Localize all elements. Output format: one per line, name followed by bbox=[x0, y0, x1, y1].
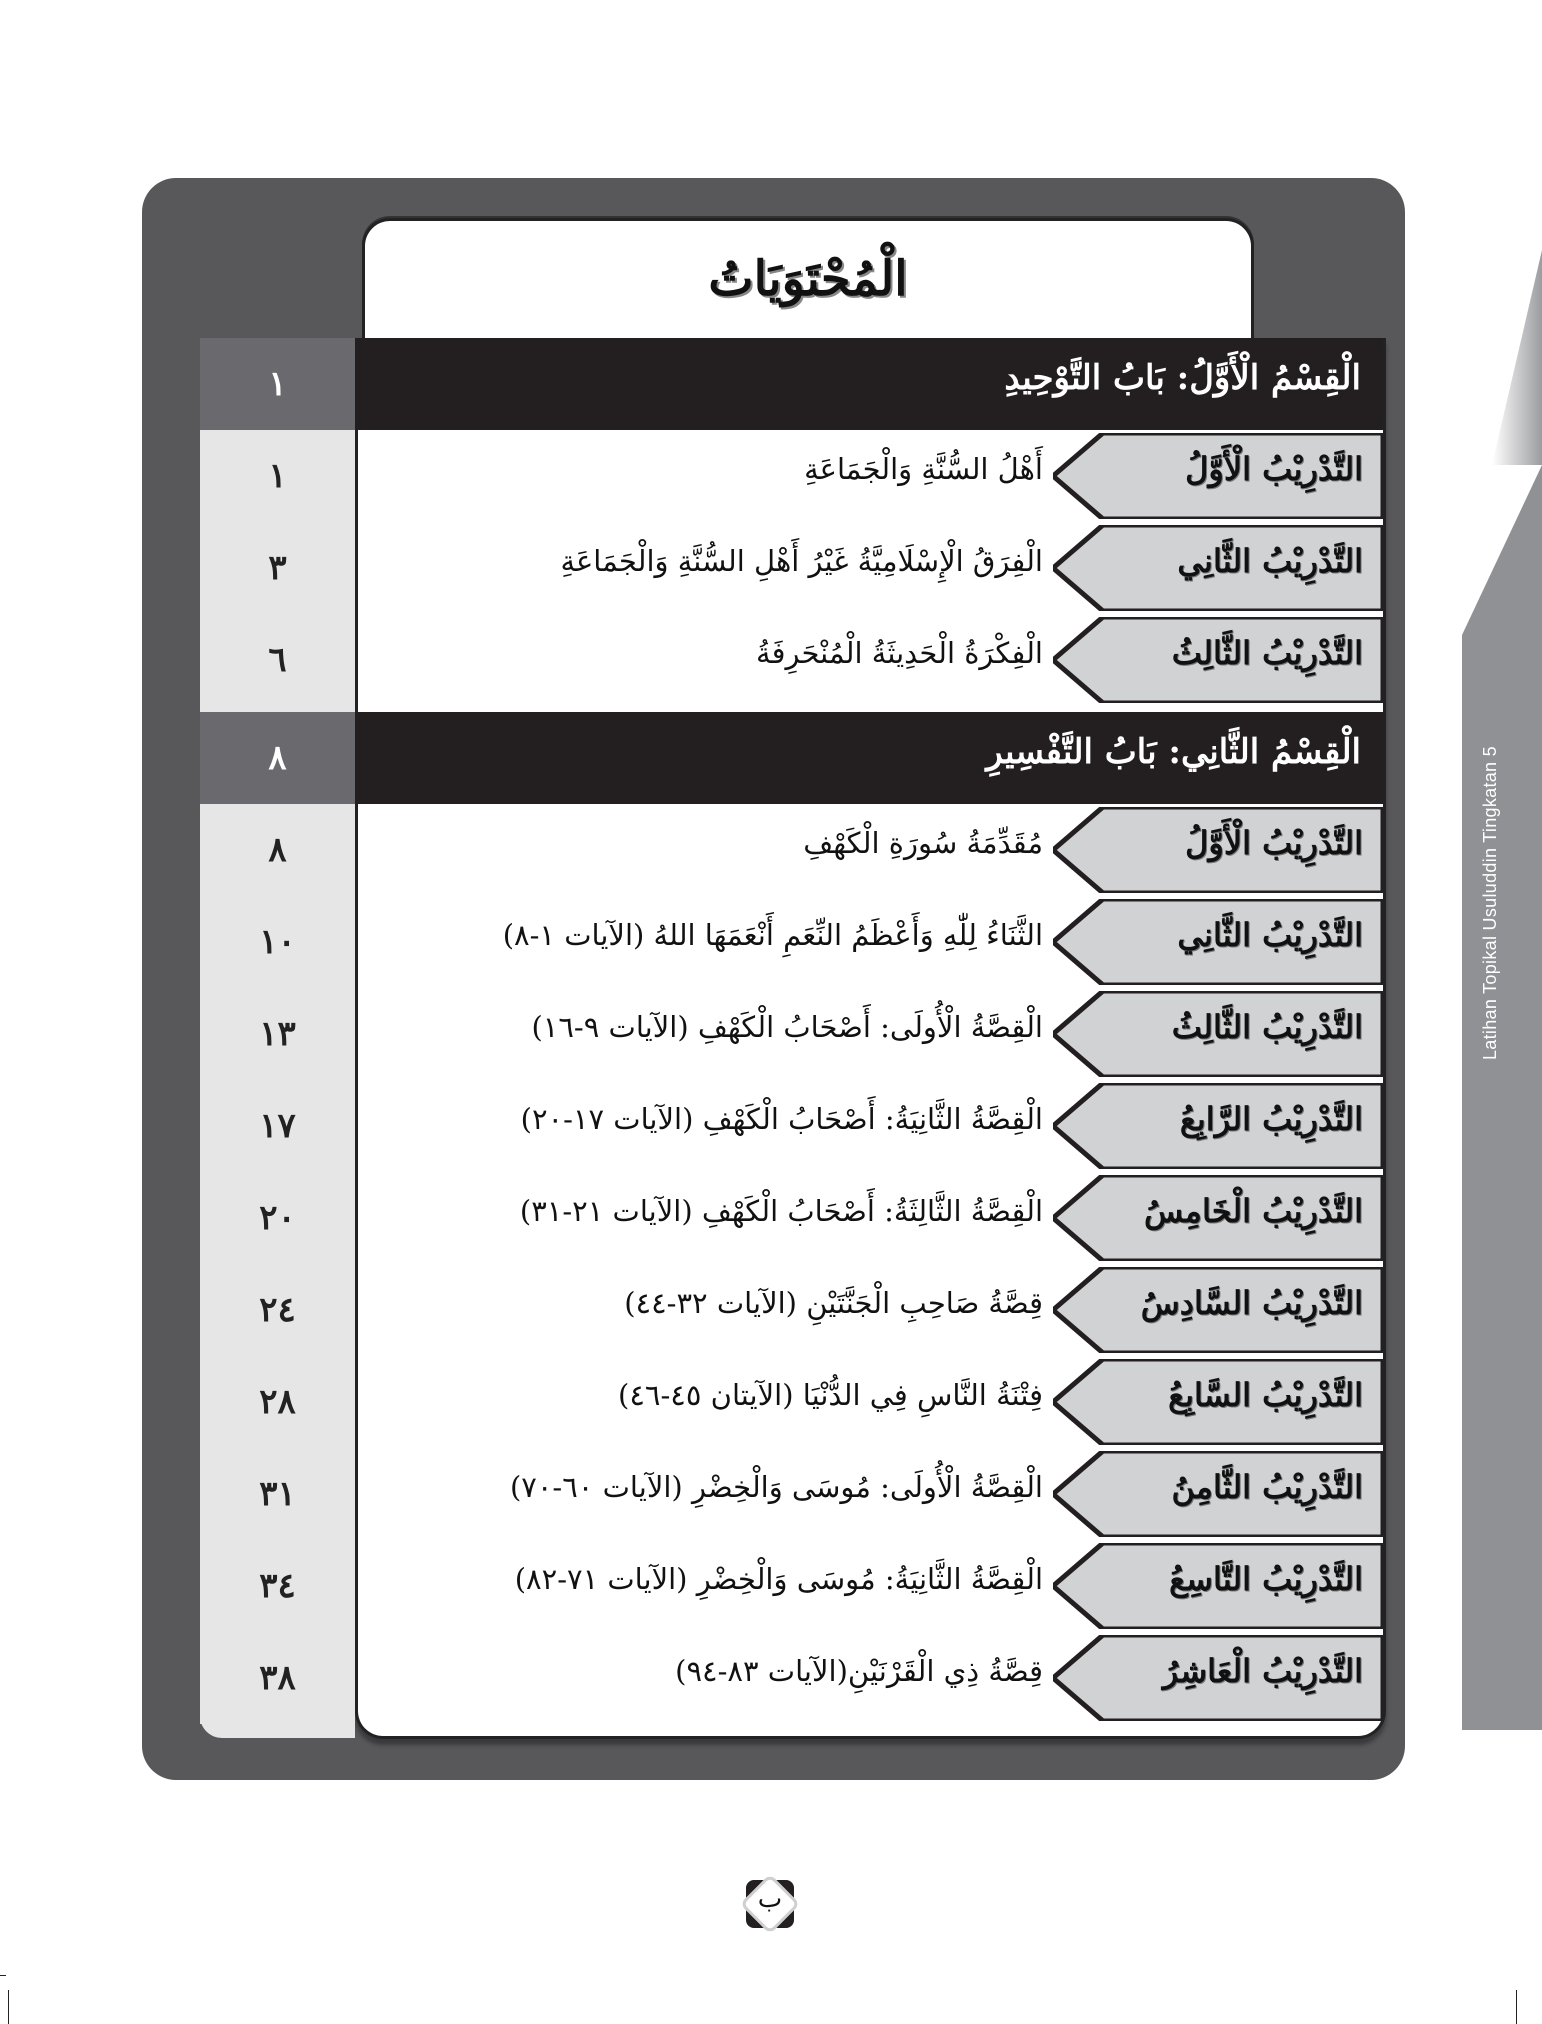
page-title: الْمُحْتَوَيَاتُ bbox=[708, 251, 908, 307]
exercise-tag bbox=[1053, 1543, 1383, 1629]
entry-page-number: ٣٤ bbox=[200, 1540, 355, 1632]
entry-page-number: ٣ bbox=[200, 522, 355, 614]
toc-entry[interactable] bbox=[355, 804, 1383, 896]
entry-page-number: ٣٨ bbox=[200, 1632, 355, 1724]
entry-page-number: ١٣ bbox=[200, 988, 355, 1080]
section-page-number: ٨ bbox=[200, 712, 355, 804]
exercise-label: التَّدْرِيْبُ التَّاسِعُ bbox=[1169, 1560, 1363, 1598]
exercise-tag bbox=[1053, 1083, 1383, 1169]
entry-title: أَهْلُ السُّنَّةِ وَالْجَمَاعَةِ bbox=[804, 452, 1043, 486]
section-header[interactable] bbox=[355, 712, 1383, 804]
exercise-tag bbox=[1053, 1175, 1383, 1261]
exercise-tag bbox=[1053, 433, 1383, 519]
exercise-tag bbox=[1053, 1451, 1383, 1537]
section-page-number: ١ bbox=[200, 338, 355, 430]
exercise-label: التَّدْرِيْبُ الثَّامِنُ bbox=[1171, 1468, 1363, 1506]
toc-entry[interactable] bbox=[355, 1172, 1383, 1264]
exercise-label: التَّدْرِيْبُ الْأَوَّلُ bbox=[1185, 824, 1363, 862]
entry-title: الْقِصَّةُ الثَّانِيَةُ: أَصْحَابُ الْكَهْفِ (الآيات ١٧-٢٠) bbox=[520, 1102, 1043, 1136]
section-title: الْقِسْمُ الْأَوَّلُ: بَابُ التَّوْحِيدِ bbox=[1004, 358, 1361, 398]
toc-entry[interactable] bbox=[355, 1632, 1383, 1724]
entry-title: فِتْنَةُ النَّاسِ فِي الدُّنْيَا (الآيتان ٤٥-٤٦) bbox=[617, 1378, 1043, 1412]
entry-title: قِصَّةُ صَاحِبِ الْجَنَّتَيْنِ (الآيات ٣٢-٤٤) bbox=[624, 1286, 1043, 1320]
exercise-tag bbox=[1053, 991, 1383, 1077]
entry-title: مُقَدِّمَةُ سُورَةِ الْكَهْفِ bbox=[803, 826, 1043, 860]
toc-entry[interactable] bbox=[355, 430, 1383, 522]
exercise-label: التَّدْرِيْبُ الثَّانِي bbox=[1177, 916, 1363, 954]
entry-page-number: ٢٨ bbox=[200, 1356, 355, 1448]
exercise-tag bbox=[1053, 1359, 1383, 1445]
entry-title: الثَّنَاءُ لِلّٰهِ وَأَعْظَمُ النِّعَمِ أَنْعَمَهَا اللهُ (الآيات ١-٨) bbox=[502, 918, 1043, 952]
entry-page-number: ١ bbox=[200, 430, 355, 522]
exercise-tag bbox=[1053, 525, 1383, 611]
entry-page-number: ٣١ bbox=[200, 1448, 355, 1540]
exercise-label: التَّدْرِيْبُ الرَّابِعُ bbox=[1179, 1100, 1363, 1138]
exercise-label: التَّدْرِيْبُ الْخَامِسُ bbox=[1144, 1192, 1363, 1230]
exercise-label: التَّدْرِيْبُ الثَّالِثُ bbox=[1171, 634, 1363, 672]
exercise-label: التَّدْرِيْبُ السَّادِسُ bbox=[1140, 1284, 1363, 1322]
entry-title: الْفِكْرَةُ الْحَدِيثَةُ الْمُنْحَرِفَةُ bbox=[756, 636, 1043, 670]
exercise-label: التَّدْرِيْبُ الثَّالِثُ bbox=[1171, 1008, 1363, 1046]
exercise-tag bbox=[1053, 807, 1383, 893]
toc-entry[interactable] bbox=[355, 988, 1383, 1080]
entry-page-number: ١٠ bbox=[200, 896, 355, 988]
entry-page-number: ٢٤ bbox=[200, 1264, 355, 1356]
entry-title: قِصَّةُ ذِي الْقَرْنَيْنِ(الآيات ٨٣-٩٤) bbox=[675, 1654, 1043, 1688]
title-tab bbox=[362, 218, 1254, 351]
exercise-tag bbox=[1053, 617, 1383, 703]
entry-page-number: ١٧ bbox=[200, 1080, 355, 1172]
exercise-tag bbox=[1053, 1635, 1383, 1721]
toc-entry[interactable] bbox=[355, 1356, 1383, 1448]
toc-entry[interactable] bbox=[355, 522, 1383, 614]
toc-entry[interactable] bbox=[355, 614, 1383, 706]
book-series-label: Latihan Topikal Usuluddin Tingkatan 5 bbox=[1480, 746, 1500, 1060]
entry-page-number: ٦ bbox=[200, 614, 355, 706]
section-header[interactable] bbox=[355, 338, 1383, 430]
crop-mark bbox=[1516, 1990, 1517, 2024]
side-decoration-strip bbox=[1462, 250, 1542, 1730]
entry-title: الْقِصَّةُ الثَّانِيَةُ: مُوسَى وَالْخِضْرِ (الآيات ٧١-٨٢) bbox=[514, 1562, 1043, 1596]
entry-title: الْفِرَقُ الْإِسْلَامِيَّةُ غَيْرُ أَهْلِ السُّنَّةِ وَالْجَمَاعَةِ bbox=[560, 544, 1043, 578]
crop-mark bbox=[8, 1990, 9, 2024]
crop-mark bbox=[0, 1975, 6, 1976]
section-title: الْقِسْمُ الثَّانِي: بَابُ التَّفْسِيرِ bbox=[986, 732, 1361, 772]
toc-entry[interactable] bbox=[355, 1448, 1383, 1540]
entry-page-number: ٢٠ bbox=[200, 1172, 355, 1264]
exercise-label: التَّدْرِيْبُ الثَّانِي bbox=[1177, 542, 1363, 580]
exercise-label: التَّدْرِيْبُ الْأَوَّلُ bbox=[1185, 450, 1363, 488]
entry-title: الْقِصَّةُ الْأُولَى: أَصْحَابُ الْكَهْفِ (الآيات ٩-١٦) bbox=[531, 1010, 1043, 1044]
exercise-tag bbox=[1053, 899, 1383, 985]
toc-entry[interactable] bbox=[355, 1080, 1383, 1172]
exercise-label: التَّدْرِيْبُ السَّابِعُ bbox=[1168, 1376, 1363, 1414]
toc-entry[interactable] bbox=[355, 1264, 1383, 1356]
entry-page-number: ٨ bbox=[200, 804, 355, 896]
exercise-label: التَّدْرِيْبُ الْعَاشِرُ bbox=[1162, 1652, 1363, 1690]
exercise-tag bbox=[1053, 1267, 1383, 1353]
toc-entry[interactable] bbox=[355, 1540, 1383, 1632]
page-number: ب bbox=[757, 1884, 783, 1914]
toc-entry[interactable] bbox=[355, 896, 1383, 988]
entry-title: الْقِصَّةُ الْأُولَى: مُوسَى وَالْخِضْرِ (الآيات ٦٠-٧٠) bbox=[509, 1470, 1043, 1504]
entry-title: الْقِصَّةُ الثَّالِثَةُ: أَصْحَابُ الْكَهْفِ (الآيات ٢١-٣١) bbox=[519, 1194, 1043, 1228]
